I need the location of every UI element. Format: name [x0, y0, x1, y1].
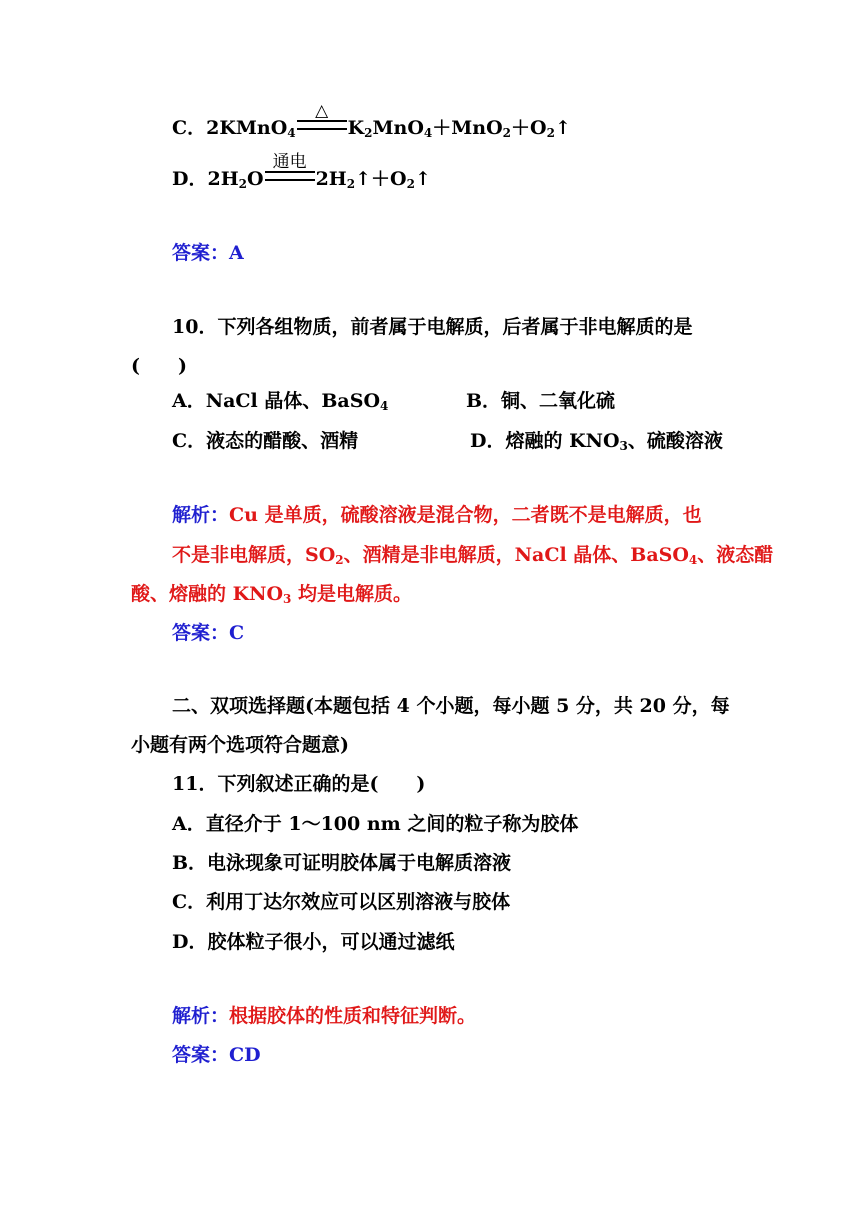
q10-paren: ( ) [131, 355, 187, 377]
q11-stem: 11．下列叙述正确的是( ) [172, 773, 426, 795]
q11-option-a: A．直径介于 1～100 nm 之间的粒子称为胶体 [172, 813, 579, 835]
q10-options-cd [172, 429, 772, 453]
q11-answer: 答案：CD [172, 1044, 261, 1066]
q10-analysis-line3: 酸、熔融的 $KNO_3$ 均是电解质。 [131, 583, 413, 606]
q11-analysis: 解析：根据胶体的性质和特征判断。 [172, 1005, 477, 1027]
gas-arrow-icon: ↑ [554, 117, 571, 139]
q10-stem: 10．下列各组物质，前者属于电解质，后者属于非电解质的是 [172, 316, 693, 338]
q10-option-c: C．液态的醋酸、酒精 [172, 430, 359, 452]
q10-answer: 答案：C [172, 622, 245, 644]
section2-title: 二、双项选择题 [172, 695, 306, 717]
q9-answer: 答案：A [172, 242, 244, 264]
section2-header: 二、双项选择题(本题包括 4 个小题，每小题 5 分，共 20 分，每 [172, 695, 730, 717]
q10-analysis-line2: 不是非电解质，$SO_2$、酒精是非电解质，NaCl 晶体、BaSO$_4$、液态醋 [172, 544, 774, 567]
heating-equation-sign: △ [296, 116, 348, 140]
q10-option-b: B．铜、二氧化硫 [466, 390, 616, 412]
gas-arrow-icon: ↑ [355, 168, 372, 190]
q10-option-a: A．NaCl 晶体、BaSO$_4$ [172, 390, 389, 413]
gas-arrow-icon: ↑ [414, 168, 431, 190]
q11-option-d: D．胶体粒子很小，可以通过滤纸 [172, 931, 455, 953]
q10-analysis-line1: 解析：Cu 是单质，硫酸溶液是混合物，二者既不是电解质，也 [172, 504, 702, 526]
q11-option-b: B．电泳现象可证明胶体属于电解质溶液 [172, 852, 512, 874]
section2-desc-cont: 小题有两个选项符合题意) [131, 734, 349, 756]
q9-option-d: D．$2H_2O$ 通电 $2H_2↑+O_2↑$ [172, 152, 431, 191]
q10-options-ab [172, 389, 772, 413]
electrolysis-equation-sign: 通电 [264, 167, 316, 191]
q11-option-c: C．利用丁达尔效应可以区别溶液与胶体 [172, 891, 511, 913]
q10-option-d: D．熔融的 $KNO_3$、硫酸溶液 [470, 430, 723, 453]
q9-option-c: C．2KMnO$_4$ △ $K_2MnO_4+MnO_2+O_2↑$ [172, 101, 571, 140]
